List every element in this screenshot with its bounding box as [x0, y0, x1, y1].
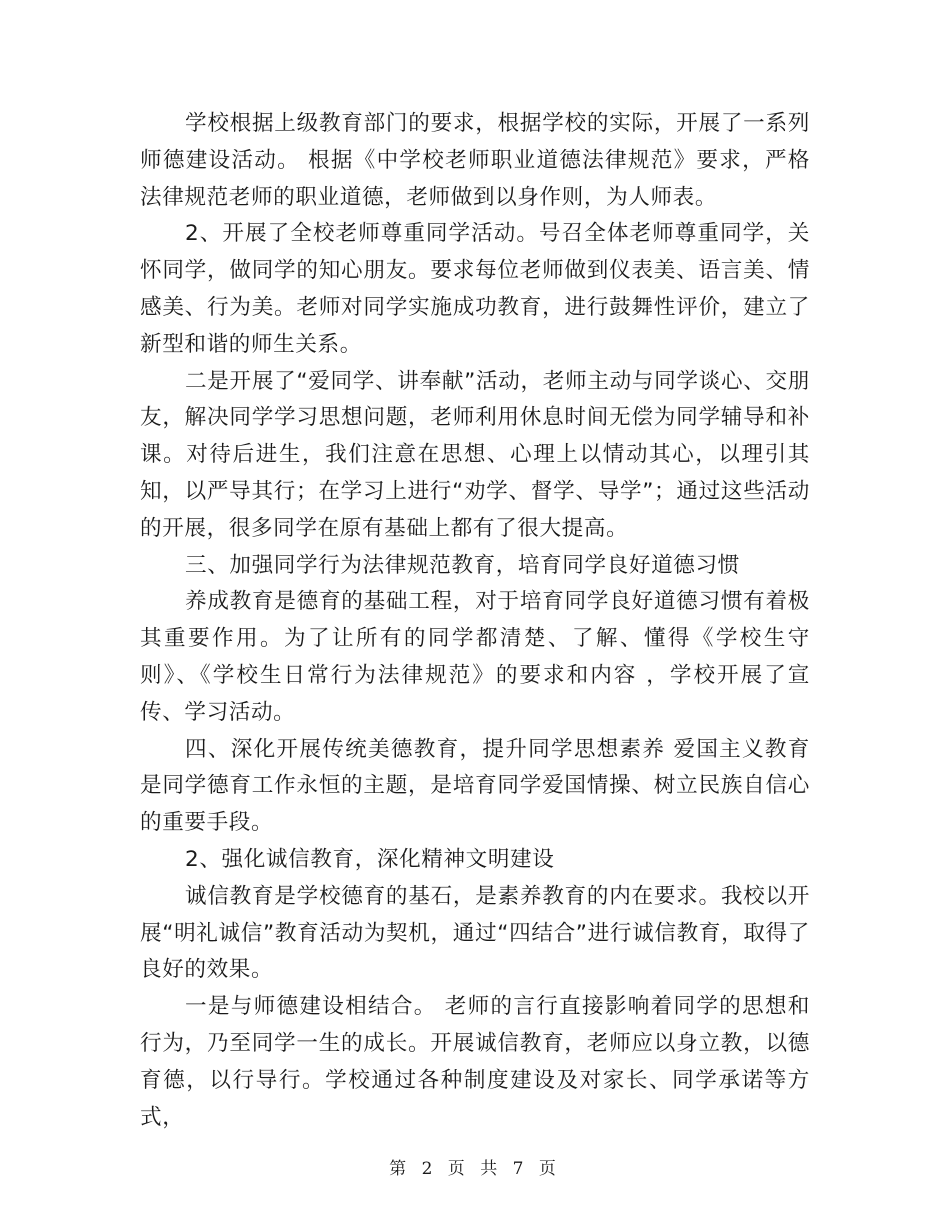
- paragraph: 四、深化开展传统美德教育，提升同学思想素养 爱国主义教育是同学德育工作永恒的主题，是培育同学爱国情操、树立民族自信心的重要手段。: [140, 736, 810, 836]
- paragraph: 一是与师德建设相结合。 老师的言行直接影响着同学的思想和行为，乃至同学一生的成长。开展诚信教育，老师应以身立教，以德育德，以行导行。学校通过各种制度建设及对家长、同学承诺等方式，: [140, 994, 810, 1130]
- paragraph: 养成教育是德育的基础工程，对于培育同学良好道德习惯有着极其重要作用。为了让所有的同学都清楚、了解、懂得《学校生守则》、《学校生日常行为法律规范》的要求和内容 ，学校开展了宣传、学习活动。: [140, 589, 810, 725]
- document-body: [140, 106, 810, 1136]
- paragraph: 二是开展了“爱同学、讲奉献”活动，老师主动与同学谈心、交朋友，解决同学学习思想问题，老师利用休息时间无偿为同学辅导和补课。对待后进生，我们注意在思想、心理上以情动其心，以理引其知，以严导其行；在学习上进行“劝学、督学、导学”；通过这些活动的开展，很多同学在原有基础上都有了很大提高。: [140, 368, 810, 541]
- page-number-footer: 第 2 页 共 7 页: [389, 1159, 561, 1179]
- paragraph: 学校根据上级教育部门的要求，根据学校的实际，开展了一系列师德建设活动。 根据《中学校老师职业道德法律规范》要求，严格法律规范老师的职业道德，老师做到以身作则，为人师表。: [140, 111, 810, 210]
- section-heading: 三、加强同学行为法律规范教育，培育同学良好道德习惯: [185, 552, 740, 578]
- section-heading: 2、强化诚信教育，深化精神文明建设: [185, 846, 555, 872]
- paragraph: 诚信教育是学校德育的基石，是素养教育的内在要求。我校以开展“明礼诚信”教育活动为契机，通过“四结合”进行诚信教育，取得了良好的效果。: [140, 883, 810, 983]
- paragraph: 2、开展了全校老师尊重同学活动。号召全体老师尊重同学，关怀同学，做同学的知心朋友。要求每位老师做到仪表美、语言美、情感美、行为美。老师对同学实施成功教育，进行鼓舞性评价，建立了新型和谐的师生关系。: [140, 221, 810, 357]
